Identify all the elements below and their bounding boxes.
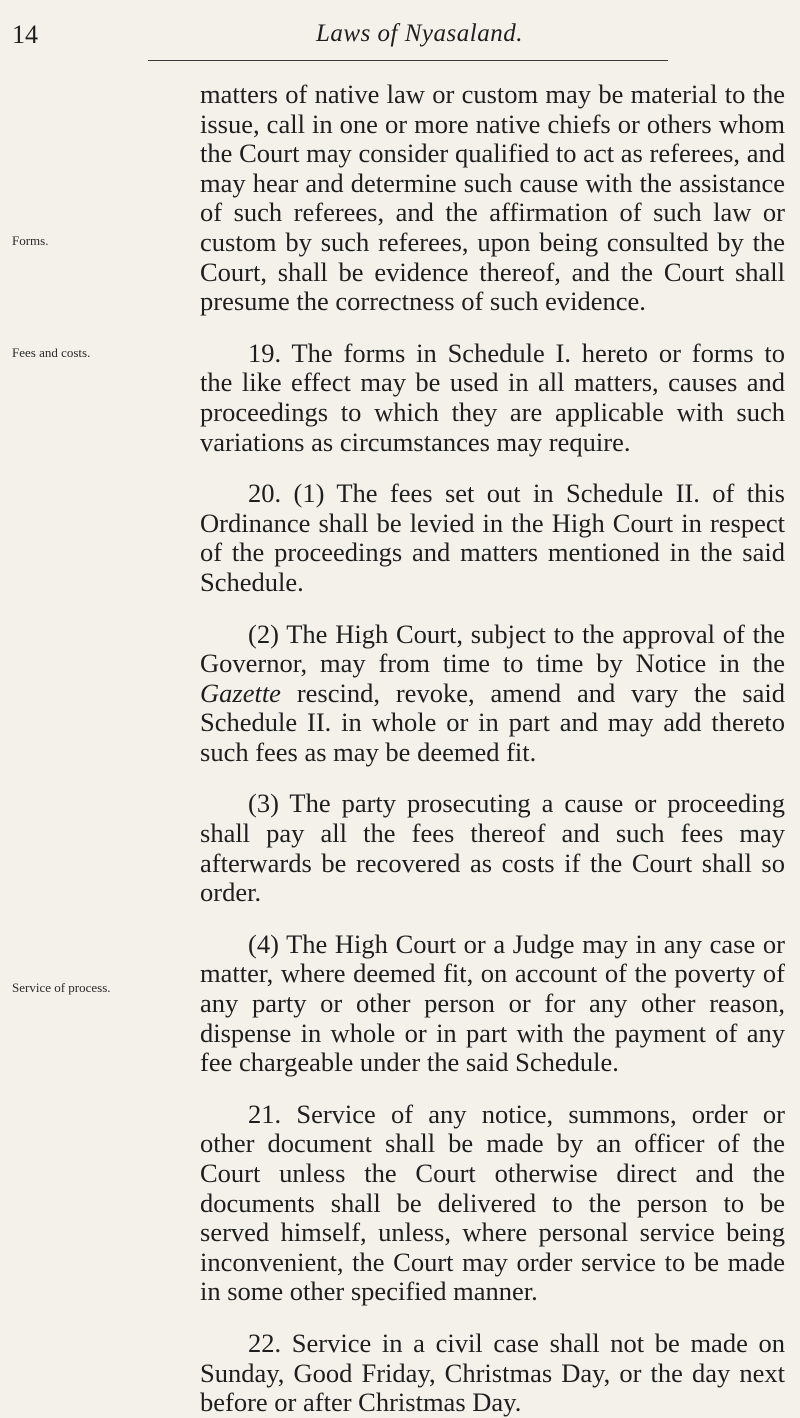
section-20-2-part-a: (2) The High Court, subject to the approval of the Governor, may from time to time by Notice in the (200, 618, 785, 679)
page-number: 14 (12, 20, 38, 49)
section-19: 19. The forms in Schedule I. hereto or forms to the like effect may be used in all matters, causes and proceedings to which they are applicable with such variations as circumstances may require. (200, 337, 785, 457)
section-22: 22. Service in a civil case shall not be made on Sunday, Good Friday, Christmas Day, or the day next before or after Christmas Day. (200, 1327, 785, 1418)
running-title: Laws of Nyasaland. (316, 20, 523, 47)
header-rule (148, 60, 668, 61)
section-20-2-part-b: rescind, revoke, amend and vary the said Schedule II. in whole or in part and may add thereto such fees as may be deemed fit. (200, 677, 785, 767)
section-20-4: (4) The High Court or a Judge may in any case or matter, where deemed fit, on account of the poverty of any party or other person or for any other reason, dispense in whole or in part with the payment of any fee chargeable under the said Schedule. (200, 928, 785, 1078)
body-text (200, 80, 785, 1418)
section-21: 21. Service of any notice, summons, order or other document shall be made by an officer of the Court unless the Court otherwise direct and the documents shall be delivered to the person to be served himself, unless, where personal service being inconvenient, the Court may order service to be made in some other specified manner. (200, 1098, 785, 1307)
margin-note-forms: Forms. (12, 233, 49, 248)
margin-note-service: Service of process. (12, 980, 111, 995)
paragraph-continuation: matters of native law or custom may be material to the issue, call in one or more native chiefs or others whom the Court may consider qualified to act as referees, and may hear and determine such cause with the assistance of such referees, and the affirmation of such law or custom by such referees, upon being consulted by the Court, shall be evidence thereof, and the Court shall presume the correctness of such evidence. (200, 79, 785, 317)
section-20-3: (3) The party prosecuting a cause or proceeding shall pay all the fees thereof and such fees may afterwards be recovered as costs if the Court shall so order. (200, 788, 785, 908)
margin-note-fees: Fees and costs. (12, 345, 91, 360)
section-20-1: 20. (1) The fees set out in Schedule II. of this Ordinance shall be levied in the High Court in respect of the proceedings and matters mentioned in the said Schedule. (200, 478, 785, 597)
gazette-title: Gazette (200, 677, 281, 708)
section-20-2 (200, 620, 785, 768)
